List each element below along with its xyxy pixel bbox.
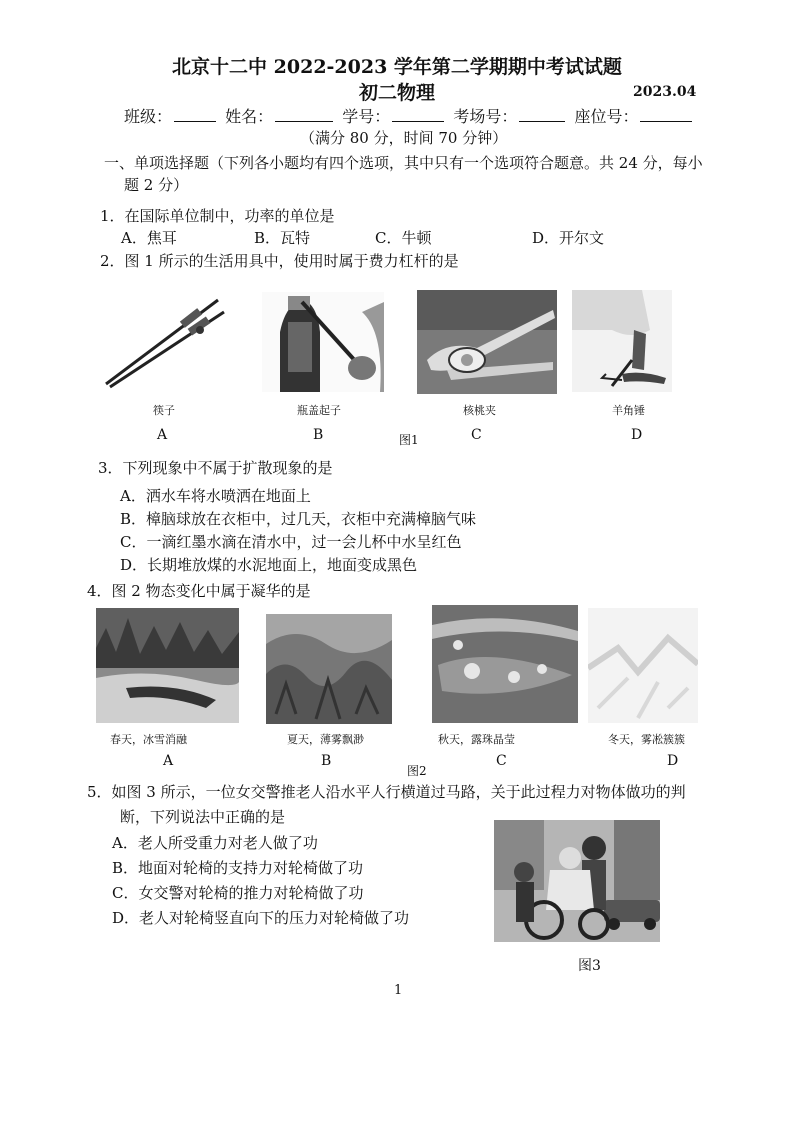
- figure-3-label: 图3: [578, 958, 601, 974]
- q2-caption-d: 羊角锤: [612, 404, 645, 417]
- bottle-opener-image: [262, 292, 384, 392]
- q1-option-b: B．瓦特: [254, 229, 311, 247]
- q1-option-d: D．开尔文: [532, 229, 605, 247]
- spring-thaw-image: [96, 608, 239, 723]
- q4-letter-d: D: [667, 753, 679, 769]
- q2-letter-d: D: [631, 427, 643, 443]
- q4-stem: 4．图 2 物态变化中属于凝华的是: [87, 582, 311, 600]
- exam-subject: 初二物理: [358, 82, 435, 104]
- figure-2-label: 图2: [407, 764, 427, 778]
- score-time-info: （满分 80 分，时间 70 分钟）: [300, 129, 508, 147]
- q5-stem-cont: 断，下列说法中正确的是: [120, 808, 286, 826]
- q1-option-a: A．焦耳: [121, 229, 177, 247]
- claw-hammer-image: [572, 290, 672, 392]
- q3-option-b: B．樟脑球放在衣柜中，过几天，衣柜中充满樟脑气味: [120, 510, 477, 528]
- q4-letter-a: A: [163, 753, 174, 769]
- q5-option-b: B．地面对轮椅的支持力对轮椅做了功: [112, 859, 364, 877]
- q2-letter-c: C: [471, 427, 482, 443]
- section-heading-cont: 题 2 分）: [124, 176, 189, 194]
- class-label: 班级：: [124, 107, 173, 126]
- q1-stem: 1．在国际单位制中，功率的单位是: [100, 207, 335, 225]
- q2-caption-a: 筷子: [153, 404, 175, 417]
- q2-caption-b: 瓶盖起子: [297, 404, 341, 417]
- q2-stem: 2．图 1 所示的生活用具中，使用时属于费力杠杆的是: [100, 252, 459, 270]
- q4-caption-a: 春天，冰雪消融: [110, 733, 187, 746]
- exam-title: 北京十二中 2022-2023 学年第二学期期中考试试题: [172, 56, 622, 78]
- q1-option-c: C．牛顿: [375, 229, 432, 247]
- seat-blank[interactable]: [640, 107, 692, 122]
- seat-label: 座位号：: [574, 107, 639, 126]
- traffic-police-wheelchair-image: [494, 820, 660, 942]
- q5-option-a: A．老人所受重力对老人做了功: [112, 834, 318, 852]
- class-blank[interactable]: [174, 107, 216, 122]
- q4-caption-d: 冬天，雾凇簇簇: [608, 733, 685, 746]
- q4-letter-b: B: [321, 753, 332, 769]
- exam-date: 2023.04: [633, 84, 697, 100]
- q2-letter-b: B: [313, 427, 324, 443]
- nutcracker-image: [417, 290, 557, 394]
- q5-stem: 5．如图 3 所示，一位女交警推老人沿水平人行横道过马路，关于此过程力对物体做功的判: [87, 783, 686, 801]
- q3-option-d: D．长期堆放煤的水泥地面上，地面变成黑色: [120, 556, 418, 574]
- figure-1-label: 图1: [399, 433, 419, 447]
- section-heading: 一、单项选择题（下列各小题均有四个选项，其中只有一个选项符合题意。共 24 分，每小: [104, 154, 703, 172]
- exam-room-label: 考场号：: [453, 107, 518, 126]
- q4-letter-c: C: [496, 753, 507, 769]
- student-id-label: 学号：: [342, 107, 391, 126]
- page-number: 1: [394, 983, 403, 998]
- student-id-blank[interactable]: [392, 107, 444, 122]
- summer-mist-image: [266, 614, 392, 724]
- name-blank[interactable]: [275, 107, 333, 122]
- q3-option-c: C．一滴红墨水滴在清水中，过一会儿杯中水呈红色: [120, 533, 462, 551]
- q4-caption-b: 夏天，薄雾飘渺: [287, 733, 364, 746]
- q5-option-c: C．女交警对轮椅的推力对轮椅做了功: [112, 884, 364, 902]
- chopsticks-image: [100, 292, 230, 392]
- q4-caption-c: 秋天，露珠晶莹: [438, 733, 515, 746]
- q5-option-d: D．老人对轮椅竖直向下的压力对轮椅做了功: [112, 909, 410, 927]
- q3-stem: 3．下列现象中不属于扩散现象的是: [98, 459, 333, 477]
- student-info-fields: [124, 104, 696, 127]
- winter-rime-image: [588, 608, 698, 723]
- autumn-dew-image: [432, 605, 578, 723]
- q2-letter-a: A: [157, 427, 168, 443]
- name-label: 姓名：: [225, 107, 274, 126]
- q2-caption-c: 核桃夹: [463, 404, 496, 417]
- q3-option-a: A．洒水车将水喷洒在地面上: [120, 487, 311, 505]
- exam-room-blank[interactable]: [519, 107, 565, 122]
